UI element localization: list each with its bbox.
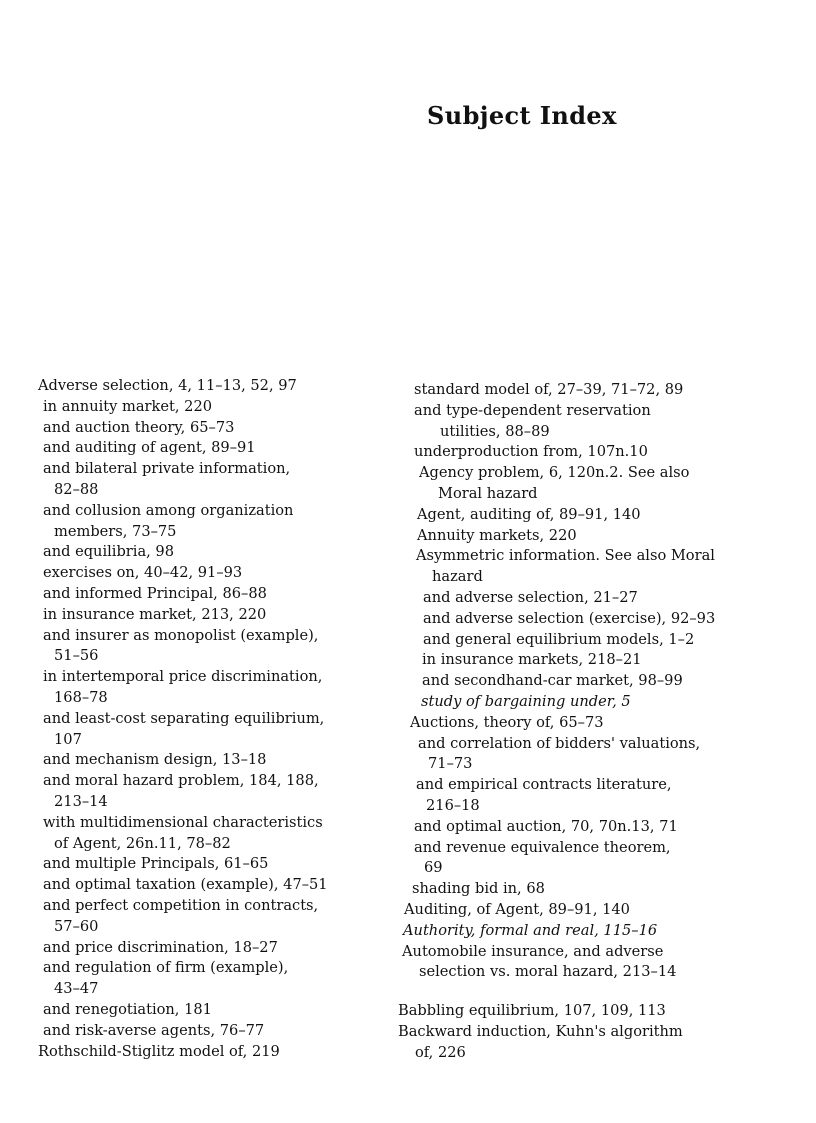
index-entry: 71–73 bbox=[428, 755, 473, 773]
index-entry: and renegotiation, 181 bbox=[43, 1000, 212, 1018]
index-entry: Auditing, of Agent, 89–91, 140 bbox=[404, 900, 630, 918]
index-entry: and risk-averse agents, 76–77 bbox=[43, 1021, 265, 1039]
index-entry: and informed Principal, 86–88 bbox=[43, 584, 267, 602]
index-entry: Moral hazard bbox=[438, 484, 538, 502]
index-entry: and optimal taxation (example), 47–51 bbox=[43, 876, 328, 894]
index-entry: Adverse selection, 4, 11–13, 52, 97 bbox=[38, 377, 297, 394]
index-entry: and revenue equivalence theorem, bbox=[414, 838, 671, 856]
index-entry: and price discrimination, 18–27 bbox=[43, 938, 278, 956]
index-entry bbox=[398, 921, 778, 942]
index-entry: and collusion among organization bbox=[43, 501, 294, 519]
index-entry: 216–18 bbox=[426, 796, 480, 814]
index-entry: and auditing of agent, 89–91 bbox=[43, 439, 256, 457]
index-entry: 82–88 bbox=[54, 480, 99, 498]
index-entry: and correlation of bidders' valuations, bbox=[418, 734, 701, 752]
index-entry: 51–56 bbox=[54, 647, 99, 665]
index-entry: of, 226 bbox=[415, 1043, 466, 1061]
index-entry: and type-dependent reservation bbox=[414, 401, 651, 419]
index-entry: Agency problem, 6, 120n.2. See also bbox=[419, 464, 690, 482]
index-entry: Automobile insurance, and adverse bbox=[402, 942, 664, 960]
index-entry: underproduction from, 107n.10 bbox=[414, 443, 648, 461]
section-gap bbox=[398, 983, 778, 1001]
index-entry: and optimal auction, 70, 70n.13, 71 bbox=[414, 817, 678, 835]
index-entry: 69 bbox=[424, 859, 443, 877]
index-entry: Asymmetric information. See also Moral bbox=[416, 547, 715, 565]
index-entry: 107 bbox=[54, 730, 82, 748]
index-entry bbox=[398, 692, 778, 713]
index-entry: selection vs. moral hazard, 213–14 bbox=[419, 963, 677, 981]
index-entry: exercises on, 40–42, 91–93 bbox=[43, 564, 243, 582]
index-entry: and empirical contracts literature, bbox=[416, 776, 672, 794]
index-left-column bbox=[38, 376, 383, 1062]
index-entry: and mechanism design, 13–18 bbox=[43, 751, 267, 769]
index-entry: and secondhand-car market, 98–99 bbox=[422, 672, 683, 690]
index-entry: shading bid in, 68 bbox=[412, 880, 545, 898]
index-entry: and moral hazard problem, 184, 188, bbox=[43, 772, 319, 790]
index-entry: 213–14 bbox=[54, 792, 108, 810]
page-title: Subject Index bbox=[427, 101, 617, 130]
index-entry: Annuity markets, 220 bbox=[417, 526, 577, 544]
index-entry-italic: study of bargaining under, 5 bbox=[421, 692, 631, 710]
index-entry: of Agent, 26n.11, 78–82 bbox=[54, 834, 231, 852]
index-entry: in intertemporal price discrimination, bbox=[43, 668, 323, 686]
index-entry: 168–78 bbox=[54, 688, 108, 706]
index-entry: Auctions, theory of, 65–73 bbox=[410, 713, 604, 731]
index-entry: and bilateral private information, bbox=[43, 460, 291, 478]
index-entry: utilities, 88–89 bbox=[440, 422, 550, 440]
index-entry: and adverse selection, 21–27 bbox=[423, 588, 638, 606]
index-entry: and least-cost separating equilibrium, bbox=[43, 709, 325, 727]
index-entry: in insurance markets, 218–21 bbox=[422, 651, 642, 669]
index-entry: and multiple Principals, 61–65 bbox=[43, 855, 269, 873]
index-entry: Rothschild-Stiglitz model of, 219 bbox=[38, 1042, 280, 1060]
index-entry: hazard bbox=[432, 568, 483, 586]
index-entry: standard model of, 27–39, 71–72, 89 bbox=[414, 381, 684, 398]
index-entry-italic: Authority, formal and real, 115–16 bbox=[403, 921, 658, 939]
index-entry: and perfect competition in contracts, bbox=[43, 896, 319, 914]
index-entry: 57–60 bbox=[54, 917, 99, 935]
index-entry: Backward induction, Kuhn's algorithm bbox=[398, 1022, 683, 1040]
index-right-column bbox=[398, 380, 778, 1064]
index-entry: and insurer as monopolist (example), bbox=[43, 626, 319, 644]
index-entry: and general equilibrium models, 1–2 bbox=[423, 630, 695, 648]
index-entry: with multidimensional characteristics bbox=[43, 813, 323, 831]
index-entry: and regulation of firm (example), bbox=[43, 959, 289, 977]
index-entry: in annuity market, 220 bbox=[43, 397, 213, 415]
index-entry: and equilibria, 98 bbox=[43, 543, 174, 561]
index-entry: and adverse selection (exercise), 92–93 bbox=[423, 609, 716, 627]
index-entry: in insurance market, 213, 220 bbox=[43, 605, 267, 623]
index-entry: members, 73–75 bbox=[54, 522, 177, 540]
index-entry: and auction theory, 65–73 bbox=[43, 418, 235, 436]
index-entry: Agent, auditing of, 89–91, 140 bbox=[417, 505, 641, 523]
index-entry: Babbling equilibrium, 107, 109, 113 bbox=[398, 1002, 666, 1020]
index-entry: 43–47 bbox=[54, 980, 99, 998]
